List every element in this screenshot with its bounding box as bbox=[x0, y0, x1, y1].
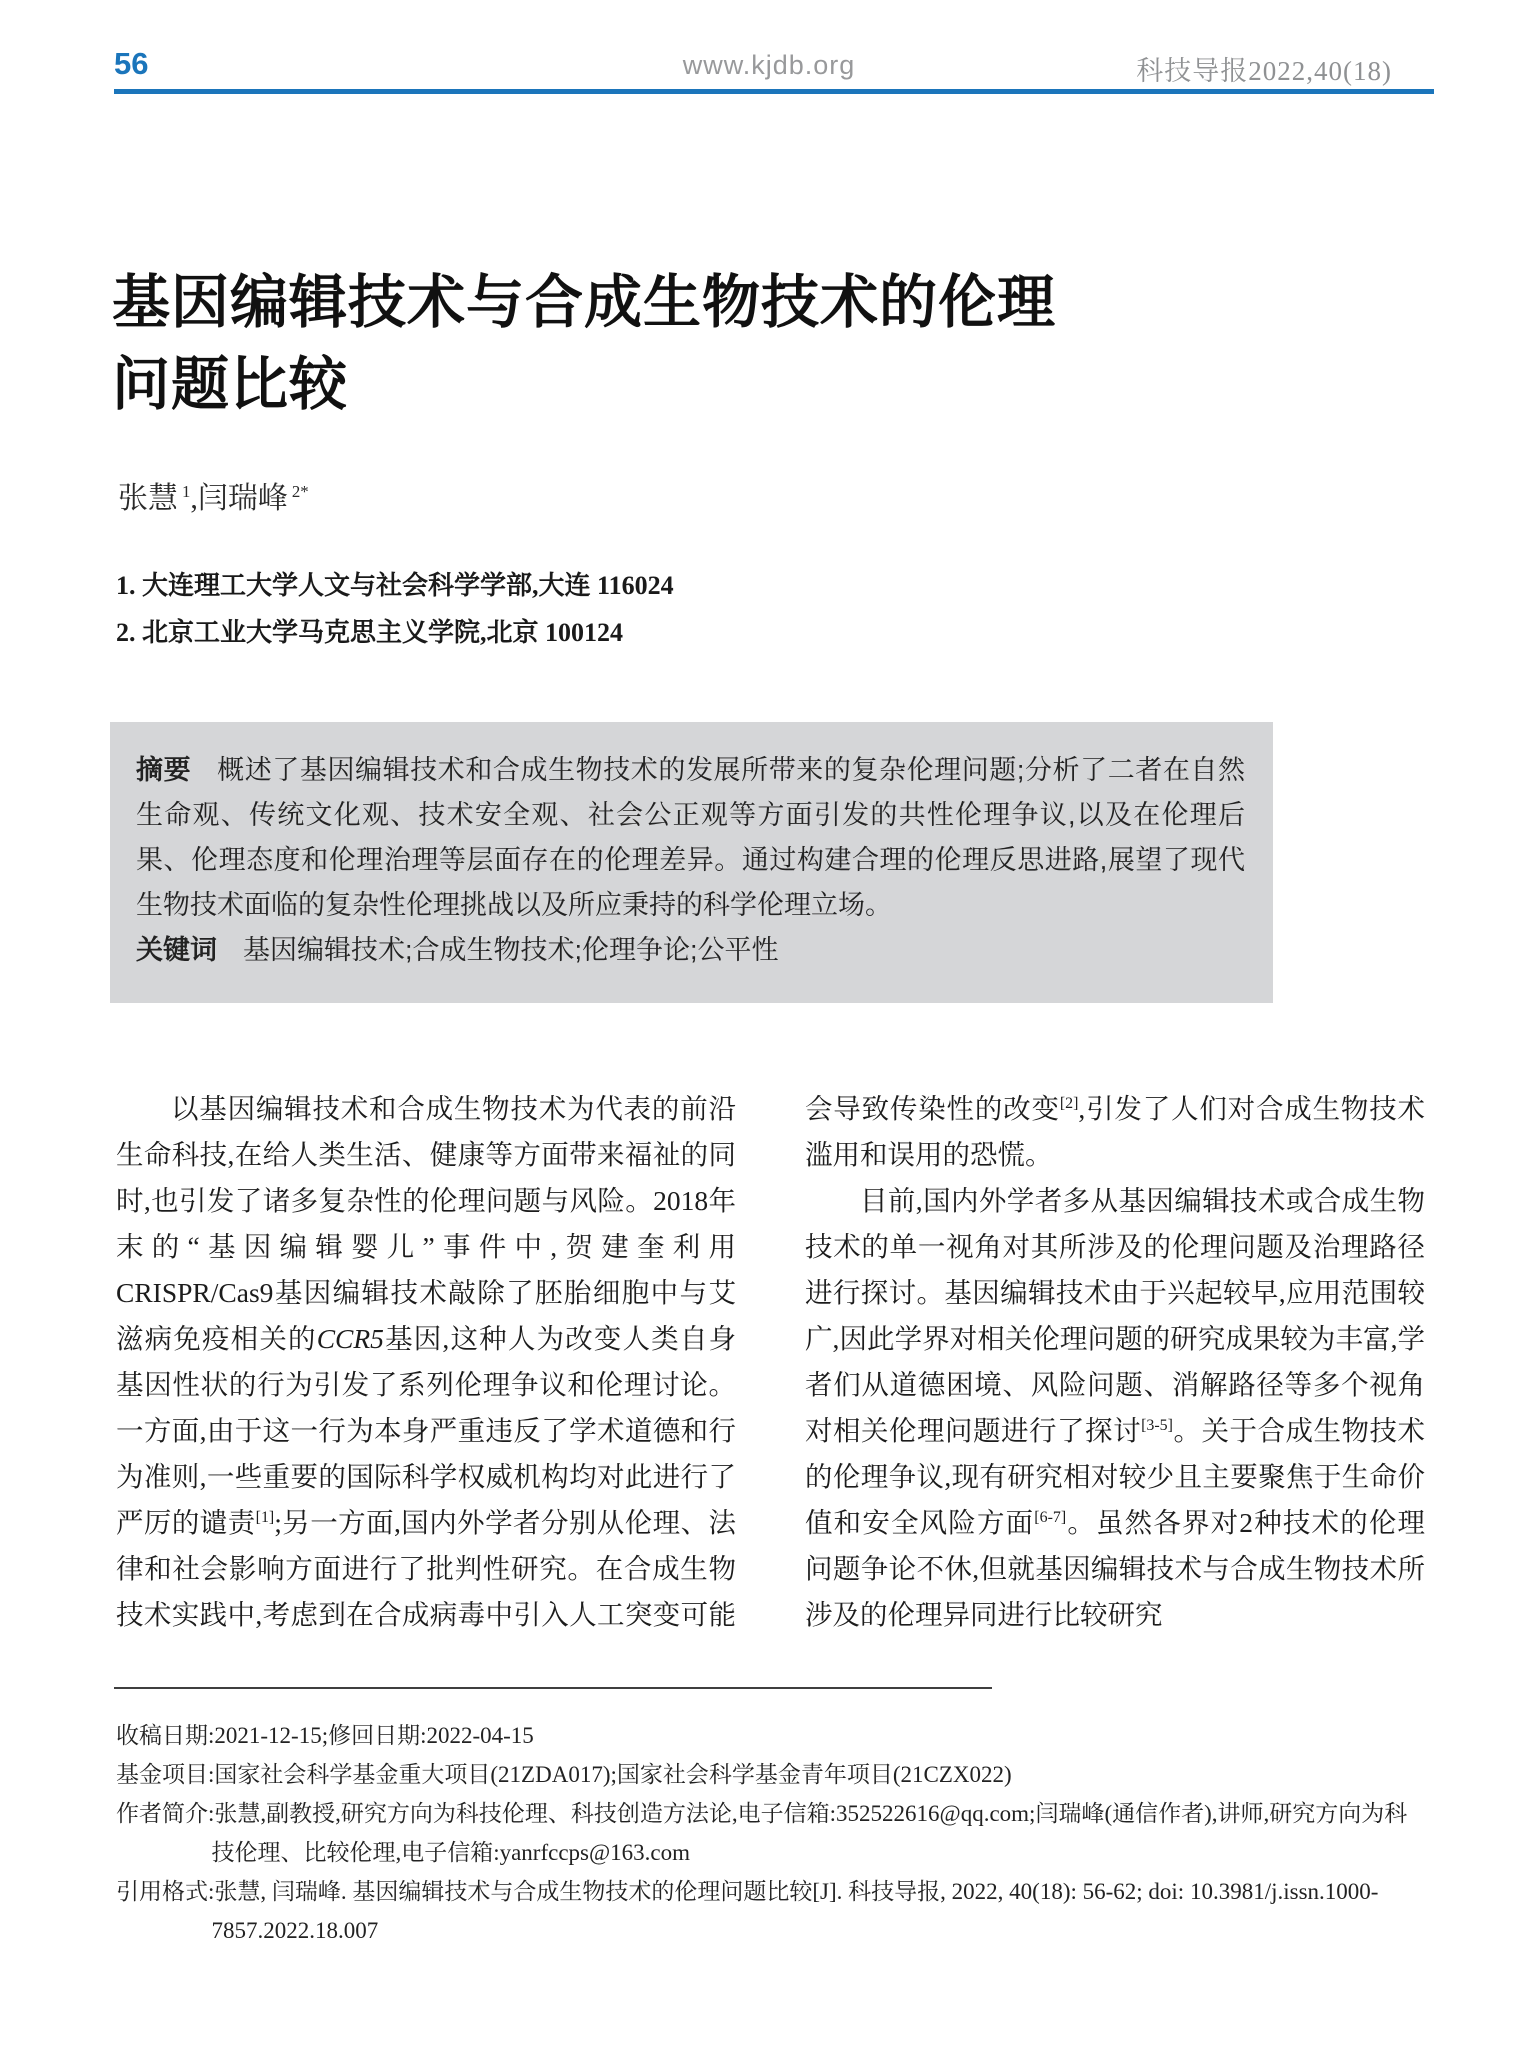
citation-note: 引用格式:张慧, 闫瑞峰. 基因编辑技术与合成生物技术的伦理问题比较[J]. 科技导报, 2022, 40(18): 56-62; doi: 10.3981/j.issn.1000-7857.2022.18.007 bbox=[116, 1879, 1379, 1943]
abstract-label: 摘要 bbox=[136, 755, 192, 785]
affiliation-item-1: 1. 大连理工大学人文与社会科学学部,大连 116024 bbox=[116, 571, 674, 600]
author-bio: 作者简介:张慧,副教授,研究方向为科技伦理、科技创造方法论,电子信箱:352522616@qq.com;闫瑞峰(通信作者),讲师,研究方向为科技伦理、比较伦理,电子信箱:yanrfccps@163.com bbox=[116, 1801, 1408, 1865]
funding-note: 基金项目:国家社会科学基金重大项目(21ZDA017);国家社会科学基金青年项目(21CZX022) bbox=[116, 1762, 1012, 1787]
body-paragraph-2: 目前,国内外学者多从基因编辑技术或合成生物技术的单一视角对其所涉及的伦理问题及治理路径进行探讨。基因编辑技术由于兴起较早,应用范围较广,因此学界对相关伦理问题的研究成果较为丰富,学者们从道德困境、风险问题、消解路径等多个视角对相关伦理问题进行了探讨[3-5]。关于合成生物技术的伦理争议,现有研究相对较少且主要聚焦于生命价值和安全风险方面[6-7]。虽然各界对2种技术的伦理问题争论不休,但就基因编辑技术与合成生物技术所涉及的伦理异同进行比较研究 bbox=[805, 1185, 1426, 1630]
footnote-rule bbox=[114, 1687, 992, 1689]
abstract-paragraph bbox=[136, 748, 1245, 928]
keywords-paragraph bbox=[136, 928, 1245, 973]
affiliation-item-2: 2. 北京工业大学马克思主义学院,北京 100124 bbox=[116, 618, 624, 647]
abstract-box bbox=[110, 722, 1273, 1003]
keywords-label: 关键词 bbox=[136, 935, 217, 965]
journal-issue: 科技导报2022,40(18) bbox=[1136, 56, 1392, 86]
article-title bbox=[112, 262, 1312, 426]
received-dates: 收稿日期:2021-12-15;修回日期:2022-04-15 bbox=[116, 1723, 534, 1748]
page-number: 56 bbox=[114, 46, 149, 81]
abstract-text: 概述了基因编辑技术和合成生物技术的发展所带来的复杂伦理问题;分析了二者在自然生命观、传统文化观、技术安全观、社会公正观等方面引发的共性伦理争议,以及在伦理后果、伦理态度和伦理治理等层面存在的伦理差异。通过构建合理的伦理反思进路,展望了现代生物技术面临的复杂性伦理挑战以及所应秉持的科学伦理立场。 bbox=[136, 755, 1246, 920]
body-paragraph-1: 以基因编辑技术和合成生物技术为代表的前沿生命科技,在给人类生活、健康等方面带来福祉的同时,也引发了诸多复杂性的伦理问题与风险。2018年末的“基因编辑婴儿”事件中,贺建奎利用CRISPR/Cas9基因编辑技术敲除了胚胎细胞中与艾滋病免疫相关的CCR5基因,这种人为改变人类自身基因性状的行为引发了系列伦理争议和伦理讨论。一方面,由于这一行为本身严重违反了学术道德和行为准则,一些重要的国际科学权威机构均对此进行了严厉的谴责[1];另一方面,国内外学者分别从伦理、法律和社会影响方面进行了批判性研究。在合成生物技术实践中,考虑到在合成病毒中引入人工突变可能会导致传染性的改变[2],引发了人们对合成生物技术滥用和误用的恐慌。 bbox=[116, 1093, 1426, 1630]
title-line-2: 问题比较 bbox=[112, 352, 349, 417]
header-rule bbox=[114, 89, 1434, 94]
page-footer bbox=[116, 1716, 1428, 1950]
authors-line: 张慧 $^1$,闫瑞峰 $^{2*}$ bbox=[118, 482, 309, 515]
affiliations bbox=[116, 562, 1016, 656]
journal-website: www.kjdb.org bbox=[682, 50, 856, 80]
title-line-1: 基因编辑技术与合成生物技术的伦理 bbox=[112, 270, 1057, 335]
keywords-text: 基因编辑技术;合成生物技术;伦理争论;公平性 bbox=[243, 935, 779, 965]
article-body bbox=[116, 1086, 1425, 1646]
